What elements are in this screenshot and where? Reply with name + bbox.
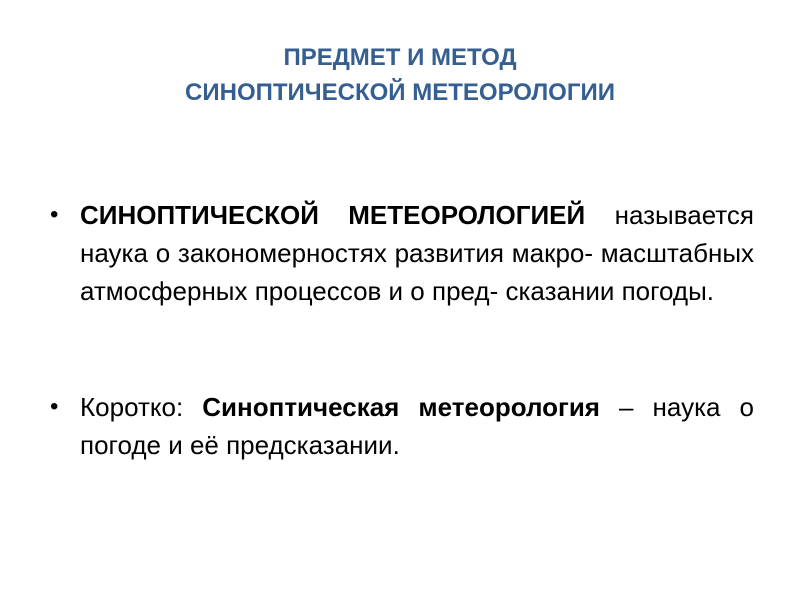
slide-title	[0, 40, 800, 110]
short-text: – наука о погоде и её предсказании.	[80, 392, 754, 460]
definition-text: называется наука о закономерностях развития макро- масштабных атмосферных процессов и о пред- сказании погоды.	[80, 200, 754, 306]
title-line-1: ПРЕДМЕТ И МЕТОД	[283, 44, 517, 71]
short-term: Синоптическая метеорология	[202, 392, 600, 422]
bullet-list	[50, 196, 754, 464]
definition-term: СИНОПТИЧЕСКОЙ МЕТЕОРОЛОГИЕЙ	[80, 200, 586, 230]
bullet-dot-icon: •	[50, 393, 59, 420]
title-line-2: СИНОПТИЧЕСКОЙ МЕТЕОРОЛОГИИ	[185, 79, 615, 106]
bullet-definition	[50, 196, 754, 310]
short-lead: Коротко:	[80, 392, 203, 422]
bullet-dot-icon: •	[50, 201, 59, 228]
bullet-short	[50, 388, 754, 464]
